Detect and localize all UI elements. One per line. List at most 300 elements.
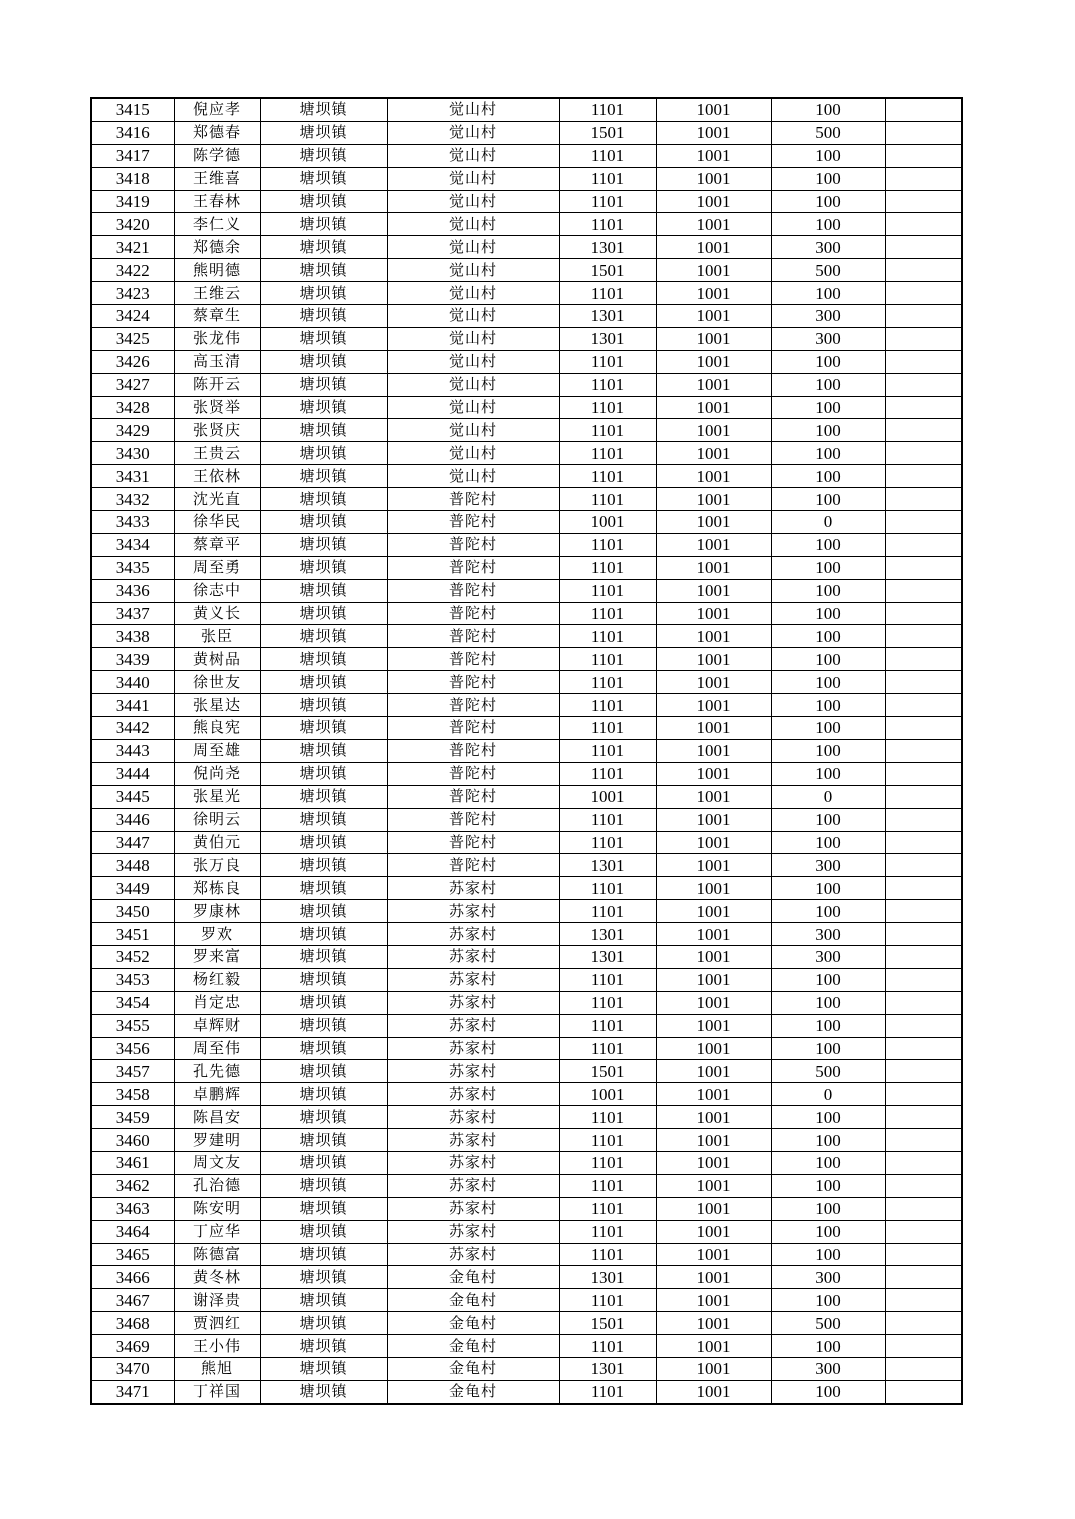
- town-cell: 塘坝镇: [260, 968, 387, 991]
- name-cell: 徐华民: [174, 511, 260, 534]
- note-cell: [885, 373, 962, 396]
- code-a-cell: 1101: [559, 144, 656, 167]
- record-id-cell: 3471: [91, 1380, 174, 1403]
- table-row: [91, 213, 962, 236]
- amount-cell: 100: [771, 373, 885, 396]
- code-b-cell: 1001: [656, 121, 771, 144]
- code-a-cell: 1101: [559, 762, 656, 785]
- amount-cell: 100: [771, 602, 885, 625]
- name-cell: 罗康林: [174, 900, 260, 923]
- town-cell: 塘坝镇: [260, 511, 387, 534]
- code-a-cell: 1001: [559, 785, 656, 808]
- village-cell: 觉山村: [387, 259, 559, 282]
- amount-cell: 100: [771, 1014, 885, 1037]
- record-id-cell: 3440: [91, 671, 174, 694]
- code-a-cell: 1101: [559, 900, 656, 923]
- amount-cell: 100: [771, 1151, 885, 1174]
- code-b-cell: 1001: [656, 1220, 771, 1243]
- table-row: [91, 968, 962, 991]
- town-cell: 塘坝镇: [260, 327, 387, 350]
- record-id-cell: 3438: [91, 625, 174, 648]
- record-id-cell: 3434: [91, 533, 174, 556]
- amount-cell: 100: [771, 1197, 885, 1220]
- table-row: [91, 854, 962, 877]
- village-cell: 金龟村: [387, 1312, 559, 1335]
- town-cell: 塘坝镇: [260, 1037, 387, 1060]
- name-cell: 张龙伟: [174, 327, 260, 350]
- town-cell: 塘坝镇: [260, 1220, 387, 1243]
- town-cell: 塘坝镇: [260, 213, 387, 236]
- amount-cell: 300: [771, 1357, 885, 1380]
- name-cell: 陈昌安: [174, 1106, 260, 1129]
- note-cell: [885, 350, 962, 373]
- code-b-cell: 1001: [656, 785, 771, 808]
- name-cell: 张臣: [174, 625, 260, 648]
- code-b-cell: 1001: [656, 167, 771, 190]
- note-cell: [885, 1266, 962, 1289]
- village-cell: 普陀村: [387, 717, 559, 740]
- code-b-cell: 1001: [656, 1037, 771, 1060]
- village-cell: 金龟村: [387, 1289, 559, 1312]
- record-id-cell: 3447: [91, 831, 174, 854]
- note-cell: [885, 717, 962, 740]
- code-a-cell: 1101: [559, 1243, 656, 1266]
- code-b-cell: 1001: [656, 1151, 771, 1174]
- name-cell: 陈开云: [174, 373, 260, 396]
- amount-cell: 100: [771, 556, 885, 579]
- village-cell: 苏家村: [387, 1083, 559, 1106]
- amount-cell: 100: [771, 1289, 885, 1312]
- town-cell: 塘坝镇: [260, 144, 387, 167]
- note-cell: [885, 282, 962, 305]
- village-cell: 普陀村: [387, 694, 559, 717]
- name-cell: 王春林: [174, 190, 260, 213]
- town-cell: 塘坝镇: [260, 350, 387, 373]
- town-cell: 塘坝镇: [260, 831, 387, 854]
- name-cell: 黄冬林: [174, 1266, 260, 1289]
- record-id-cell: 3419: [91, 190, 174, 213]
- name-cell: 蔡章生: [174, 305, 260, 328]
- table-row: [91, 373, 962, 396]
- name-cell: 倪尚尧: [174, 762, 260, 785]
- record-id-cell: 3420: [91, 213, 174, 236]
- code-b-cell: 1001: [656, 442, 771, 465]
- code-a-cell: 1101: [559, 625, 656, 648]
- record-id-cell: 3469: [91, 1335, 174, 1358]
- amount-cell: 500: [771, 121, 885, 144]
- amount-cell: 100: [771, 442, 885, 465]
- code-a-cell: 1501: [559, 121, 656, 144]
- record-id-cell: 3455: [91, 1014, 174, 1037]
- table-row: [91, 625, 962, 648]
- table-row: [91, 1380, 962, 1403]
- record-id-cell: 3426: [91, 350, 174, 373]
- note-cell: [885, 877, 962, 900]
- note-cell: [885, 1060, 962, 1083]
- name-cell: 王贵云: [174, 442, 260, 465]
- table-row: [91, 1220, 962, 1243]
- town-cell: 塘坝镇: [260, 1266, 387, 1289]
- name-cell: 张万良: [174, 854, 260, 877]
- town-cell: 塘坝镇: [260, 1243, 387, 1266]
- town-cell: 塘坝镇: [260, 923, 387, 946]
- table-row: [91, 419, 962, 442]
- code-b-cell: 1001: [656, 923, 771, 946]
- record-id-cell: 3457: [91, 1060, 174, 1083]
- village-cell: 普陀村: [387, 579, 559, 602]
- data-table: [90, 97, 963, 1405]
- code-a-cell: 1101: [559, 442, 656, 465]
- code-b-cell: 1001: [656, 1312, 771, 1335]
- village-cell: 普陀村: [387, 488, 559, 511]
- code-a-cell: 1101: [559, 991, 656, 1014]
- town-cell: 塘坝镇: [260, 190, 387, 213]
- town-cell: 塘坝镇: [260, 305, 387, 328]
- note-cell: [885, 1220, 962, 1243]
- name-cell: 张星达: [174, 694, 260, 717]
- code-b-cell: 1001: [656, 327, 771, 350]
- amount-cell: 100: [771, 465, 885, 488]
- code-b-cell: 1001: [656, 991, 771, 1014]
- village-cell: 苏家村: [387, 1197, 559, 1220]
- village-cell: 觉山村: [387, 419, 559, 442]
- code-a-cell: 1101: [559, 533, 656, 556]
- table-row: [91, 396, 962, 419]
- record-id-cell: 3427: [91, 373, 174, 396]
- table-row: [91, 991, 962, 1014]
- note-cell: [885, 1151, 962, 1174]
- record-id-cell: 3418: [91, 167, 174, 190]
- amount-cell: 100: [771, 488, 885, 511]
- amount-cell: 500: [771, 259, 885, 282]
- code-a-cell: 1501: [559, 1312, 656, 1335]
- note-cell: [885, 1380, 962, 1403]
- table-row: [91, 1266, 962, 1289]
- village-cell: 普陀村: [387, 533, 559, 556]
- note-cell: [885, 923, 962, 946]
- name-cell: 蔡章平: [174, 533, 260, 556]
- code-a-cell: 1101: [559, 488, 656, 511]
- table-row: [91, 831, 962, 854]
- note-cell: [885, 396, 962, 419]
- village-cell: 金龟村: [387, 1357, 559, 1380]
- amount-cell: 500: [771, 1060, 885, 1083]
- amount-cell: 100: [771, 739, 885, 762]
- village-cell: 苏家村: [387, 1106, 559, 1129]
- note-cell: [885, 1289, 962, 1312]
- code-b-cell: 1001: [656, 877, 771, 900]
- note-cell: [885, 488, 962, 511]
- record-id-cell: 3454: [91, 991, 174, 1014]
- code-b-cell: 1001: [656, 808, 771, 831]
- code-b-cell: 1001: [656, 1266, 771, 1289]
- code-b-cell: 1001: [656, 1083, 771, 1106]
- town-cell: 塘坝镇: [260, 465, 387, 488]
- amount-cell: 0: [771, 511, 885, 534]
- table-row: [91, 717, 962, 740]
- note-cell: [885, 1083, 962, 1106]
- name-cell: 熊旭: [174, 1357, 260, 1380]
- town-cell: 塘坝镇: [260, 442, 387, 465]
- table-row: [91, 305, 962, 328]
- table-row: [91, 1197, 962, 1220]
- village-cell: 觉山村: [387, 396, 559, 419]
- table-row: [91, 739, 962, 762]
- town-cell: 塘坝镇: [260, 717, 387, 740]
- town-cell: 塘坝镇: [260, 1357, 387, 1380]
- code-a-cell: 1101: [559, 1380, 656, 1403]
- code-b-cell: 1001: [656, 1174, 771, 1197]
- name-cell: 李仁义: [174, 213, 260, 236]
- amount-cell: 100: [771, 167, 885, 190]
- name-cell: 孔治德: [174, 1174, 260, 1197]
- town-cell: 塘坝镇: [260, 121, 387, 144]
- code-a-cell: 1101: [559, 98, 656, 121]
- name-cell: 郑栋良: [174, 877, 260, 900]
- village-cell: 金龟村: [387, 1266, 559, 1289]
- code-a-cell: 1101: [559, 1014, 656, 1037]
- name-cell: 徐明云: [174, 808, 260, 831]
- record-id-cell: 3423: [91, 282, 174, 305]
- village-cell: 觉山村: [387, 167, 559, 190]
- code-b-cell: 1001: [656, 900, 771, 923]
- record-id-cell: 3441: [91, 694, 174, 717]
- record-id-cell: 3429: [91, 419, 174, 442]
- code-b-cell: 1001: [656, 1289, 771, 1312]
- code-a-cell: 1101: [559, 556, 656, 579]
- record-id-cell: 3446: [91, 808, 174, 831]
- table-row: [91, 1106, 962, 1129]
- town-cell: 塘坝镇: [260, 877, 387, 900]
- name-cell: 周文友: [174, 1151, 260, 1174]
- amount-cell: 300: [771, 945, 885, 968]
- note-cell: [885, 144, 962, 167]
- amount-cell: 100: [771, 625, 885, 648]
- village-cell: 觉山村: [387, 144, 559, 167]
- name-cell: 贾泗红: [174, 1312, 260, 1335]
- village-cell: 苏家村: [387, 1129, 559, 1152]
- town-cell: 塘坝镇: [260, 945, 387, 968]
- town-cell: 塘坝镇: [260, 602, 387, 625]
- code-a-cell: 1101: [559, 831, 656, 854]
- code-a-cell: 1501: [559, 259, 656, 282]
- amount-cell: 100: [771, 1335, 885, 1358]
- amount-cell: 100: [771, 900, 885, 923]
- code-a-cell: 1101: [559, 167, 656, 190]
- name-cell: 张星光: [174, 785, 260, 808]
- code-a-cell: 1101: [559, 877, 656, 900]
- code-b-cell: 1001: [656, 579, 771, 602]
- code-a-cell: 1101: [559, 1335, 656, 1358]
- table-row: [91, 945, 962, 968]
- town-cell: 塘坝镇: [260, 900, 387, 923]
- name-cell: 杨红毅: [174, 968, 260, 991]
- table-row: [91, 808, 962, 831]
- note-cell: [885, 167, 962, 190]
- name-cell: 沈光直: [174, 488, 260, 511]
- town-cell: 塘坝镇: [260, 1060, 387, 1083]
- code-b-cell: 1001: [656, 213, 771, 236]
- name-cell: 黄义长: [174, 602, 260, 625]
- code-a-cell: 1101: [559, 671, 656, 694]
- record-id-cell: 3422: [91, 259, 174, 282]
- amount-cell: 300: [771, 923, 885, 946]
- village-cell: 苏家村: [387, 1243, 559, 1266]
- table-body: [91, 98, 962, 1404]
- code-b-cell: 1001: [656, 1129, 771, 1152]
- record-id-cell: 3437: [91, 602, 174, 625]
- record-id-cell: 3439: [91, 648, 174, 671]
- code-b-cell: 1001: [656, 854, 771, 877]
- table-row: [91, 694, 962, 717]
- note-cell: [885, 762, 962, 785]
- table-row: [91, 1357, 962, 1380]
- town-cell: 塘坝镇: [260, 1083, 387, 1106]
- amount-cell: 100: [771, 808, 885, 831]
- table-row: [91, 1289, 962, 1312]
- table-row: [91, 282, 962, 305]
- village-cell: 觉山村: [387, 121, 559, 144]
- table-row: [91, 1060, 962, 1083]
- amount-cell: 100: [771, 533, 885, 556]
- note-cell: [885, 305, 962, 328]
- record-id-cell: 3421: [91, 236, 174, 259]
- table-row: [91, 350, 962, 373]
- amount-cell: 100: [771, 991, 885, 1014]
- record-id-cell: 3432: [91, 488, 174, 511]
- code-b-cell: 1001: [656, 602, 771, 625]
- village-cell: 金龟村: [387, 1335, 559, 1358]
- code-a-cell: 1301: [559, 236, 656, 259]
- table-row: [91, 327, 962, 350]
- amount-cell: 100: [771, 419, 885, 442]
- amount-cell: 100: [771, 579, 885, 602]
- amount-cell: 0: [771, 785, 885, 808]
- town-cell: 塘坝镇: [260, 1129, 387, 1152]
- town-cell: 塘坝镇: [260, 236, 387, 259]
- village-cell: 苏家村: [387, 945, 559, 968]
- name-cell: 罗欢: [174, 923, 260, 946]
- record-id-cell: 3466: [91, 1266, 174, 1289]
- note-cell: [885, 442, 962, 465]
- name-cell: 倪应孝: [174, 98, 260, 121]
- code-a-cell: 1301: [559, 854, 656, 877]
- record-id-cell: 3425: [91, 327, 174, 350]
- code-b-cell: 1001: [656, 556, 771, 579]
- note-cell: [885, 579, 962, 602]
- code-b-cell: 1001: [656, 945, 771, 968]
- code-a-cell: 1001: [559, 511, 656, 534]
- code-a-cell: 1301: [559, 945, 656, 968]
- code-a-cell: 1101: [559, 602, 656, 625]
- code-b-cell: 1001: [656, 282, 771, 305]
- note-cell: [885, 991, 962, 1014]
- code-a-cell: 1101: [559, 213, 656, 236]
- name-cell: 卓鹏辉: [174, 1083, 260, 1106]
- table-row: [91, 1151, 962, 1174]
- record-id-cell: 3415: [91, 98, 174, 121]
- note-cell: [885, 98, 962, 121]
- code-b-cell: 1001: [656, 1014, 771, 1037]
- amount-cell: 100: [771, 648, 885, 671]
- amount-cell: 100: [771, 877, 885, 900]
- code-a-cell: 1101: [559, 465, 656, 488]
- record-id-cell: 3436: [91, 579, 174, 602]
- village-cell: 觉山村: [387, 282, 559, 305]
- code-b-cell: 1001: [656, 694, 771, 717]
- name-cell: 张贤庆: [174, 419, 260, 442]
- record-id-cell: 3445: [91, 785, 174, 808]
- code-a-cell: 1101: [559, 1289, 656, 1312]
- town-cell: 塘坝镇: [260, 419, 387, 442]
- table-row: [91, 1335, 962, 1358]
- note-cell: [885, 1106, 962, 1129]
- code-b-cell: 1001: [656, 1197, 771, 1220]
- code-b-cell: 1001: [656, 1060, 771, 1083]
- note-cell: [885, 511, 962, 534]
- table-row: [91, 167, 962, 190]
- note-cell: [885, 671, 962, 694]
- code-b-cell: 1001: [656, 671, 771, 694]
- record-id-cell: 3464: [91, 1220, 174, 1243]
- note-cell: [885, 854, 962, 877]
- town-cell: 塘坝镇: [260, 1174, 387, 1197]
- code-b-cell: 1001: [656, 465, 771, 488]
- name-cell: 张贤举: [174, 396, 260, 419]
- village-cell: 苏家村: [387, 900, 559, 923]
- amount-cell: 300: [771, 305, 885, 328]
- amount-cell: 300: [771, 236, 885, 259]
- note-cell: [885, 213, 962, 236]
- table-row: [91, 442, 962, 465]
- note-cell: [885, 739, 962, 762]
- code-a-cell: 1101: [559, 1151, 656, 1174]
- note-cell: [885, 648, 962, 671]
- note-cell: [885, 831, 962, 854]
- village-cell: 普陀村: [387, 671, 559, 694]
- amount-cell: 100: [771, 831, 885, 854]
- amount-cell: 300: [771, 327, 885, 350]
- town-cell: 塘坝镇: [260, 488, 387, 511]
- village-cell: 觉山村: [387, 213, 559, 236]
- record-id-cell: 3442: [91, 717, 174, 740]
- amount-cell: 100: [771, 213, 885, 236]
- note-cell: [885, 1357, 962, 1380]
- table-row: [91, 144, 962, 167]
- town-cell: 塘坝镇: [260, 1197, 387, 1220]
- note-cell: [885, 1197, 962, 1220]
- village-cell: 普陀村: [387, 648, 559, 671]
- town-cell: 塘坝镇: [260, 739, 387, 762]
- table-row: [91, 579, 962, 602]
- town-cell: 塘坝镇: [260, 396, 387, 419]
- amount-cell: 100: [771, 350, 885, 373]
- note-cell: [885, 259, 962, 282]
- name-cell: 孔先德: [174, 1060, 260, 1083]
- note-cell: [885, 785, 962, 808]
- town-cell: 塘坝镇: [260, 648, 387, 671]
- amount-cell: 100: [771, 671, 885, 694]
- table-row: [91, 1129, 962, 1152]
- name-cell: 王维云: [174, 282, 260, 305]
- table-row: [91, 602, 962, 625]
- note-cell: [885, 419, 962, 442]
- amount-cell: 0: [771, 1083, 885, 1106]
- code-b-cell: 1001: [656, 236, 771, 259]
- code-a-cell: 1101: [559, 1129, 656, 1152]
- record-id-cell: 3452: [91, 945, 174, 968]
- code-b-cell: 1001: [656, 739, 771, 762]
